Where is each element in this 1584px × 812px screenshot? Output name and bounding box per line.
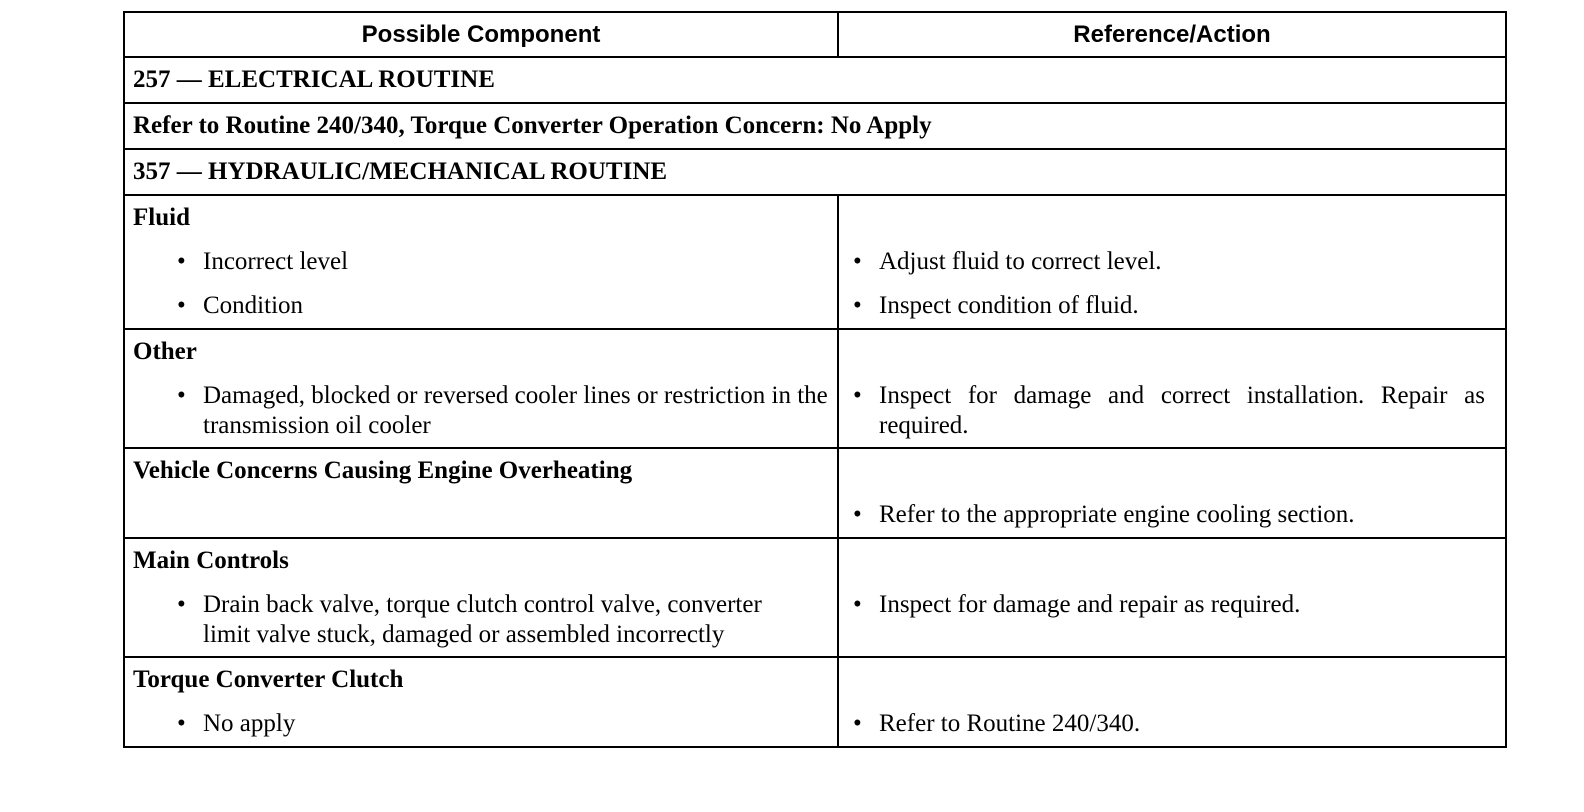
section-row-refer — [125, 102, 1505, 148]
component-cell — [125, 658, 839, 746]
component-text: No apply — [203, 710, 296, 737]
action-cell — [839, 539, 1505, 656]
bullet-icon: • — [853, 710, 862, 737]
section-refer-note: Refer to Routine 240/340, Torque Converter Operation Concern: No Apply — [133, 112, 932, 139]
group-row-vehicle-concerns — [125, 447, 1505, 537]
action-cell — [839, 658, 1505, 746]
section-title-electrical: 257 — ELECTRICAL ROUTINE — [133, 66, 495, 93]
component-cell — [125, 196, 839, 328]
action-text: Inspect condition of fluid. — [879, 292, 1139, 319]
component-text: Incorrect level — [203, 248, 349, 275]
action-item — [839, 583, 1505, 627]
bullet-icon: • — [853, 591, 862, 618]
group-title-fluid: Fluid — [133, 204, 190, 231]
group-row-other — [125, 328, 1505, 447]
group-row-fluid — [125, 194, 1505, 328]
action-cell — [839, 330, 1505, 447]
component-item — [125, 374, 837, 447]
component-text: Condition — [203, 292, 304, 319]
section-row-hydraulic — [125, 148, 1505, 194]
header-reference-action: Reference/Action — [1073, 21, 1271, 48]
bullet-icon: • — [177, 591, 186, 618]
action-item — [839, 374, 1505, 447]
group-title-main-controls: Main Controls — [133, 547, 289, 574]
group-title-vehicle-concerns: Vehicle Concerns Causing Engine Overheating — [133, 457, 633, 484]
component-text: Damaged, blocked or reversed cooler lines or restriction in the transmission oil cooler — [203, 382, 828, 439]
header-possible-component: Possible Component — [125, 13, 839, 56]
bullet-icon: • — [853, 248, 862, 275]
action-item — [839, 284, 1505, 328]
diagnostic-table — [123, 11, 1507, 748]
component-item — [125, 702, 837, 746]
component-item — [125, 284, 837, 328]
action-text: Refer to the appropriate engine cooling section. — [879, 501, 1355, 528]
action-item — [839, 493, 1505, 537]
component-text: Drain back valve, torque clutch control valve, converter limit valve stuck, damaged or assembled incorrectly — [203, 591, 762, 648]
bullet-icon: • — [177, 292, 186, 319]
table-header-row — [125, 13, 1505, 56]
component-cell — [125, 539, 839, 656]
component-cell — [125, 330, 839, 447]
group-row-main-controls — [125, 537, 1505, 656]
action-item — [839, 240, 1505, 284]
bullet-icon: • — [177, 248, 186, 275]
component-item — [125, 583, 837, 656]
bullet-icon: • — [853, 292, 862, 319]
group-row-torque-converter-clutch — [125, 656, 1505, 746]
action-text: Refer to Routine 240/340. — [879, 710, 1141, 737]
component-cell — [125, 449, 839, 537]
bullet-icon: • — [853, 501, 862, 528]
group-title-torque-converter-clutch: Torque Converter Clutch — [133, 666, 404, 693]
group-title-other: Other — [133, 338, 197, 365]
action-cell — [839, 449, 1505, 537]
action-text: Inspect for damage and correct installation. Repair as required. — [879, 382, 1485, 439]
bullet-icon: • — [853, 382, 862, 409]
component-item — [125, 240, 837, 284]
section-row-electrical — [125, 56, 1505, 102]
action-text: Inspect for damage and repair as required. — [879, 591, 1301, 618]
bullet-icon: • — [177, 710, 186, 737]
section-title-hydraulic: 357 — HYDRAULIC/MECHANICAL ROUTINE — [133, 158, 668, 185]
bullet-icon: • — [177, 382, 186, 409]
action-item — [839, 702, 1505, 746]
action-text: Adjust fluid to correct level. — [879, 248, 1162, 275]
action-cell — [839, 196, 1505, 328]
